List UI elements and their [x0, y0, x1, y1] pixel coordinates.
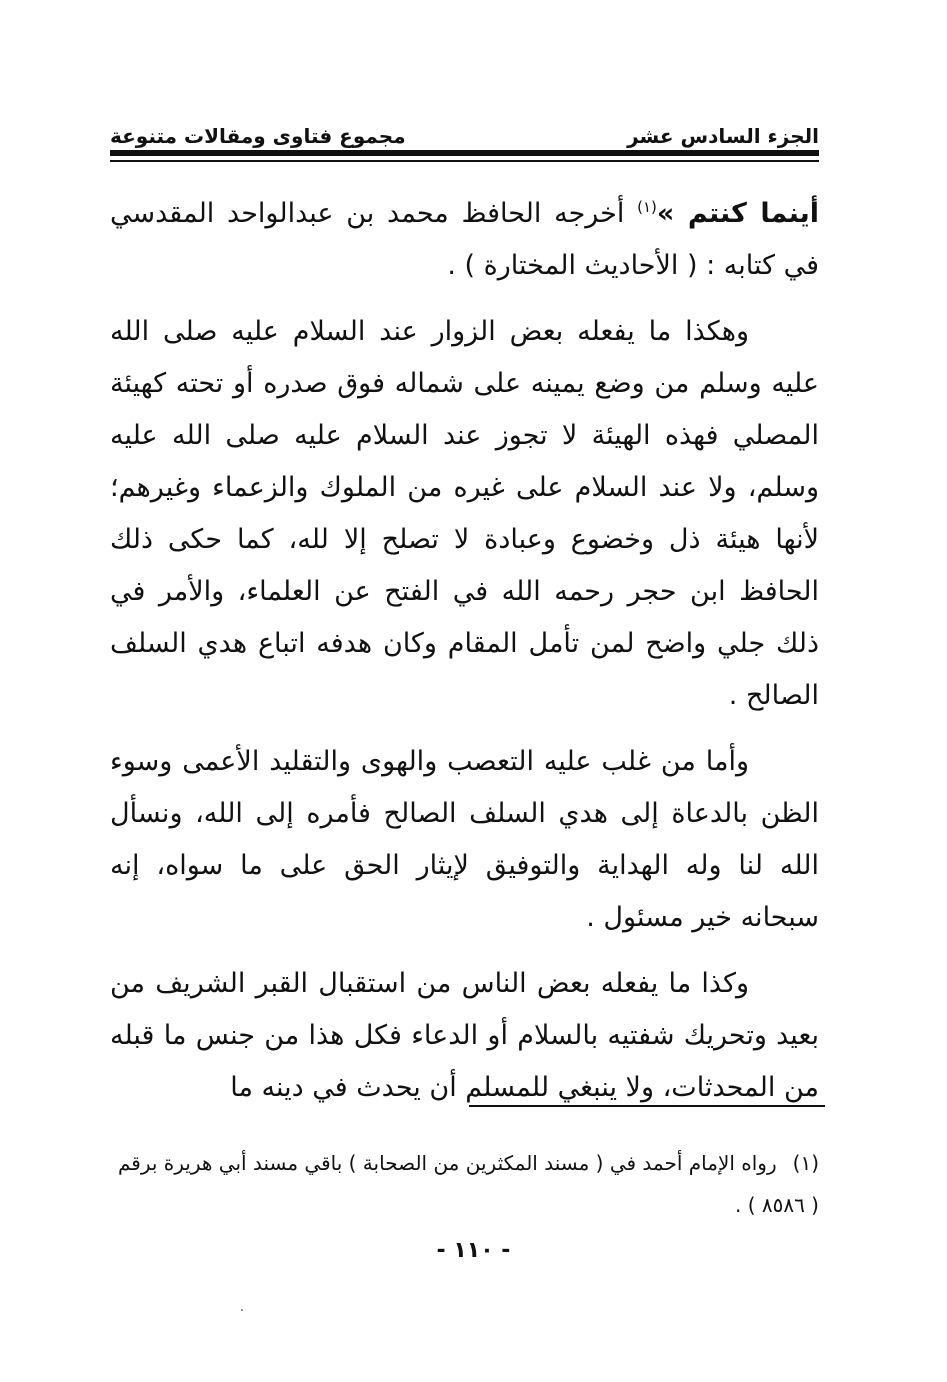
header-rule-thin [110, 160, 819, 162]
paragraph-1-text: أخرجه الحافظ محمد بن عبدالواحد المقدسي في كتابه : ( الأحاديث المختارة ) . [110, 198, 819, 281]
header-book-title: مجموع فتاوى ومقالات متنوعة [110, 124, 406, 148]
footnote-separator [469, 1105, 825, 1107]
header-volume-title: الجزء السادس عشر [627, 124, 819, 148]
footnote-marker: (١) [637, 198, 657, 216]
header-rule-thick [110, 150, 819, 156]
scan-speck [241, 1309, 243, 1311]
paragraph-1 [110, 188, 819, 292]
quote-ending: أينما كنتم » [656, 198, 819, 229]
footnote-text: رواه الإمام أحمد في ( مسند المكثرين من الصحابة ) باقي مسند أبي هريرة برقم ( ٨٥٨٦ ) . [117, 1151, 819, 1217]
paragraph-4: وكذا ما يفعله بعض الناس من استقبال القبر الشريف من بعيد وتحريك شفتيه بالسلام أو الدعاء فكل هذا من جنس ما قبله من المحدثات، ولا ينبغي للمسلم أن يحدث في دينه ما [110, 968, 819, 1103]
paragraph-3: وأما من غلب عليه التعصب والهوى والتقليد الأعمى وسوء الظن بالدعاة إلى هدي السلف الصالح فأمره إلى الله، ونسأل الله لنا وله الهداية والتوفيق لإيثار الحق على ما سواه، إنه سبحانه خير مسئول . [110, 746, 819, 933]
paragraph-2: وهكذا ما يفعله بعض الزوار عند السلام عليه صلى الله عليه وسلم من وضع يمينه على شماله فوق صدره أو تحته كهيئة المصلي فهذه الهيئة لا تجوز عند السلام عليه صلى الله عليه وسلم، ولا عند السلام على غيره من الملوك والزعماء وغيرهم؛ لأنها هيئة ذل وخضوع وعبادة لا تصلح إلا لله، كما حكى ذلك الحافظ ابن حجر رحمه الله في الفتح عن العلماء، والأمر في ذلك جلي واضح لمن تأمل المقام وكان هدفه اتباع هدي السلف الصالح . [110, 316, 819, 711]
page-number: - ١١٠ - [436, 1238, 511, 1263]
footnote [110, 1142, 819, 1226]
running-header [110, 104, 819, 148]
main-text [110, 188, 819, 1128]
footnote-number: (١) [792, 1151, 819, 1175]
